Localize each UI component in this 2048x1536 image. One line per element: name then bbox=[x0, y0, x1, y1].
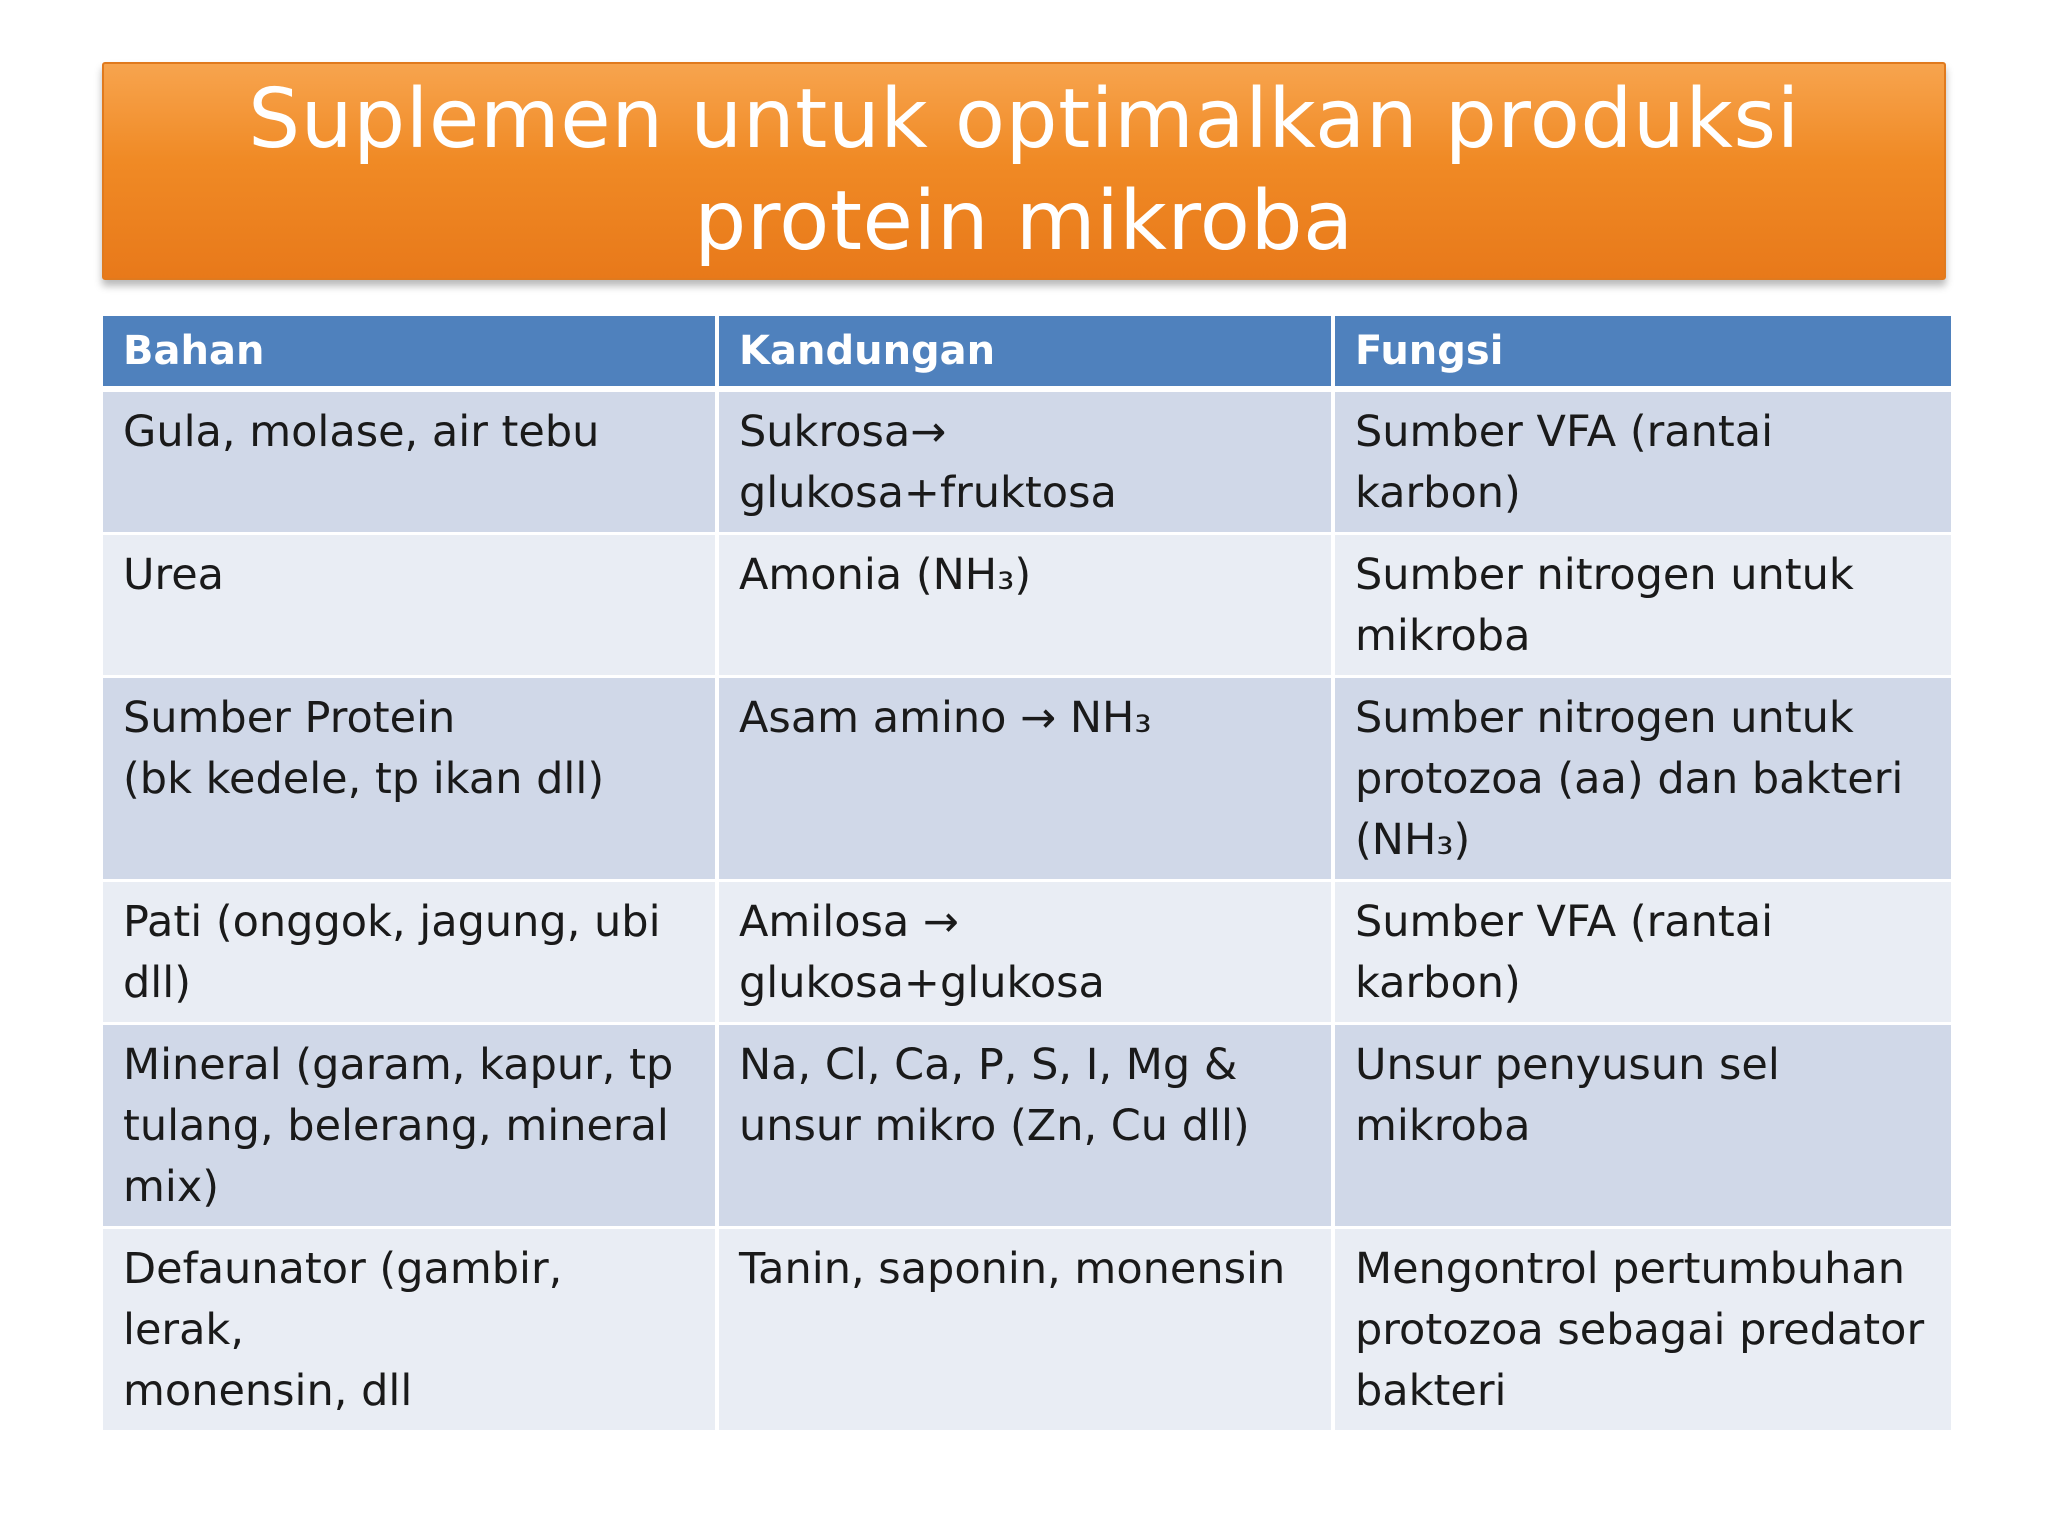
supplement-table bbox=[103, 316, 1951, 1433]
cell-kandungan: Asam amino → NH₃ bbox=[719, 678, 1335, 882]
table-row bbox=[103, 882, 1951, 1025]
cell-bahan: Defaunator (gambir, lerak, monensin, dll bbox=[103, 1229, 719, 1433]
cell-bahan: Pati (onggok, jagung, ubi dll) bbox=[103, 882, 719, 1025]
cell-fungsi: Sumber VFA (rantai karbon) bbox=[1335, 392, 1951, 535]
cell-fungsi: Sumber VFA (rantai karbon) bbox=[1335, 882, 1951, 1025]
cell-bahan: Sumber Protein (bk kedele, tp ikan dll) bbox=[103, 678, 719, 882]
cell-kandungan: Na, Cl, Ca, P, S, I, Mg & unsur mikro (Zn, Cu dll) bbox=[719, 1025, 1335, 1229]
cell-fungsi: Sumber nitrogen untuk protozoa (aa) dan bakteri (NH₃) bbox=[1335, 678, 1951, 882]
table-row bbox=[103, 678, 1951, 882]
table-row bbox=[103, 392, 1951, 535]
table-row bbox=[103, 1025, 1951, 1229]
cell-fungsi: Mengontrol pertumbuhan protozoa sebagai predator bakteri bbox=[1335, 1229, 1951, 1433]
cell-kandungan: Sukrosa→ glukosa+fruktosa bbox=[719, 392, 1335, 535]
table-row bbox=[103, 535, 1951, 678]
cell-fungsi: Unsur penyusun sel mikroba bbox=[1335, 1025, 1951, 1229]
table-header-row bbox=[103, 316, 1951, 392]
header-bahan: Bahan bbox=[103, 316, 719, 392]
cell-kandungan: Amilosa → glukosa+glukosa bbox=[719, 882, 1335, 1025]
cell-bahan: Urea bbox=[103, 535, 719, 678]
cell-kandungan: Amonia (NH₃) bbox=[719, 535, 1335, 678]
header-kandungan: Kandungan bbox=[719, 316, 1335, 392]
slide-title: Suplemen untuk optimalkan produksi protein mikroba bbox=[248, 72, 1800, 269]
cell-fungsi: Sumber nitrogen untuk mikroba bbox=[1335, 535, 1951, 678]
cell-bahan: Gula, molase, air tebu bbox=[103, 392, 719, 535]
cell-bahan: Mineral (garam, kapur, tp tulang, belerang, mineral mix) bbox=[103, 1025, 719, 1229]
header-fungsi: Fungsi bbox=[1335, 316, 1951, 392]
table-row bbox=[103, 1229, 1951, 1433]
slide-title-banner bbox=[102, 62, 1946, 280]
cell-kandungan: Tanin, saponin, monensin bbox=[719, 1229, 1335, 1433]
